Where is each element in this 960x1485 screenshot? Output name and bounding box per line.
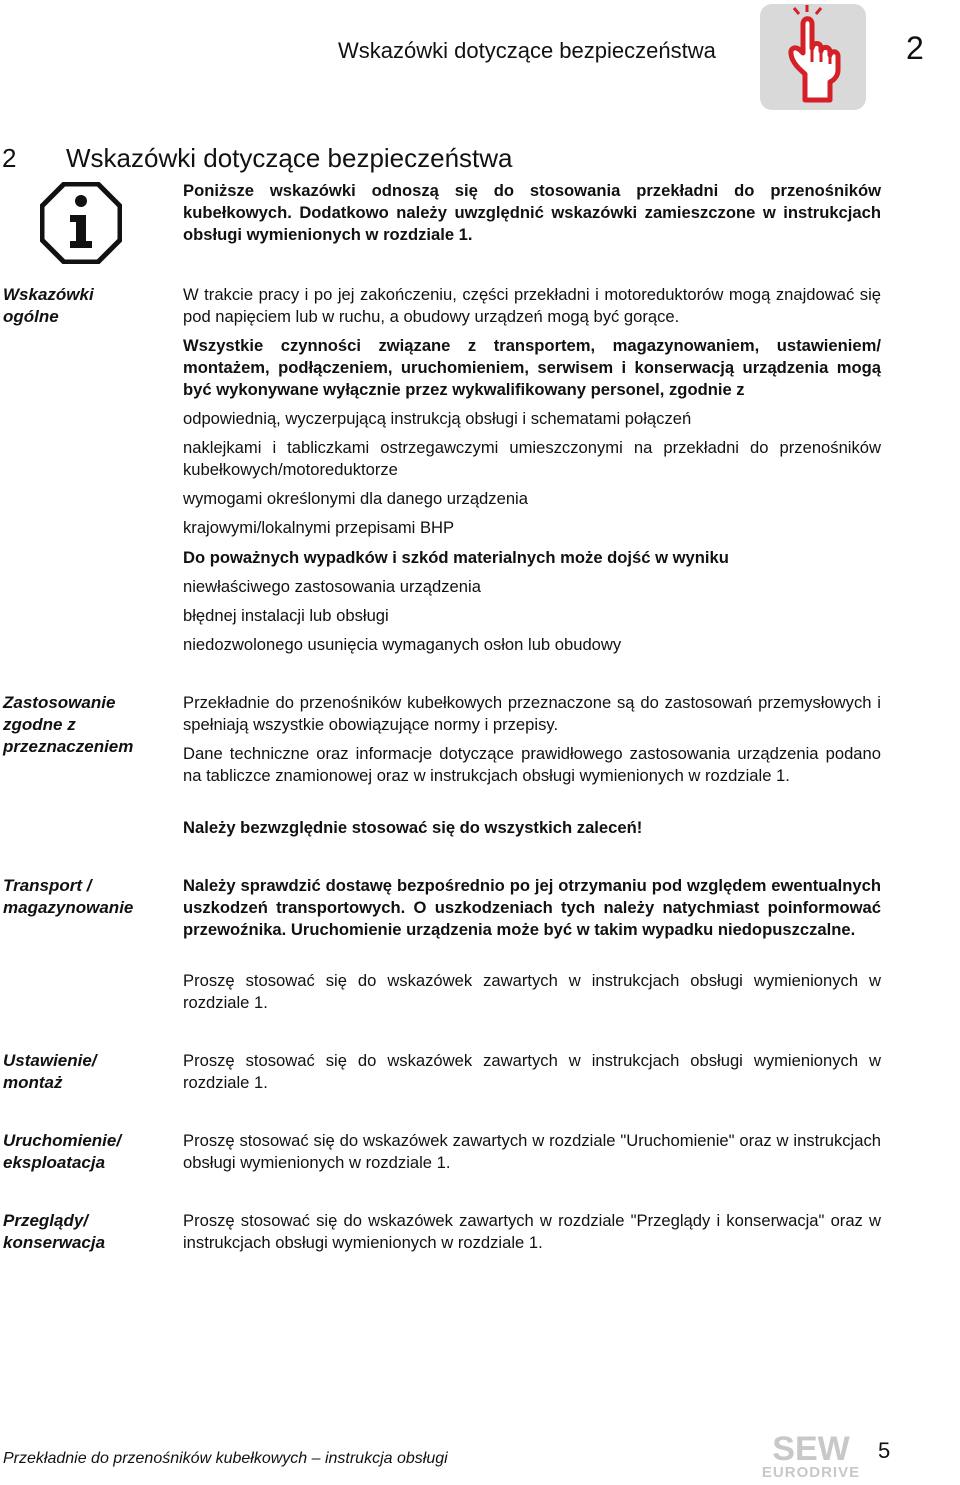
section-heading <box>2 143 513 174</box>
label-inspection: Przeglądy/ konserwacja <box>3 1211 106 1252</box>
info-icon <box>40 182 122 269</box>
intended-use-paragraph-2: Dane techniczne oraz informacje dotyczące prawidłowego zastosowania urządzenia podano na tabliczce znamionowej oraz w instrukcjach obsługi wymienionych w rozdziale 1. <box>183 744 881 785</box>
footer-document-title: Przekładnie do przenośników kubełkowych – instrukcja obsługi <box>3 1450 448 1467</box>
section-title: Wskazówki dotyczące bezpieczeństwa <box>66 143 513 173</box>
section-number: 2 <box>2 143 17 173</box>
list-item: odpowiednią, wyczerpującą instrukcją obsługi i schematami połączeń <box>183 409 692 428</box>
warning-text: Do poważnych wypadków i szkód materialnych może dojść w wyniku <box>183 548 729 567</box>
label-installation: Ustawienie/ montaż <box>3 1051 97 1092</box>
transport-paragraph-1: Należy sprawdzić dostawę bezpośrednio po jej otrzymaniu pod względem ewentualnych uszkodzeń transportowych. O uszkodzeniach tych należy natychmiast poinformować przewoźnika. Uruchomienie urządzenia może być w takim wypadku niedopuszczalne. <box>183 876 881 939</box>
list-item: niedozwolonego usunięcia wymaganych osłon lub obudowy <box>183 635 622 654</box>
list-item: błędnej instalacji lub obsługi <box>183 606 389 625</box>
chapter-number: 2 <box>906 30 924 66</box>
list-item: niewłaściwego zastosowania urządzenia <box>183 577 481 596</box>
svg-text:EURODRIVE: EURODRIVE <box>761 1464 861 1480</box>
list-item: naklejkami i tabliczkami ostrzegawczymi umieszczonymi na przekładni do przenośników kubełkowych/motoreduktorze <box>183 438 881 479</box>
pointing-hand-icon <box>760 4 866 110</box>
list-item: krajowymi/lokalnymi przepisami BHP <box>183 518 455 537</box>
label-general: Wskazówki ogólne <box>3 285 94 326</box>
page-number: 5 <box>878 1438 891 1463</box>
transport-paragraph-2: Proszę stosować się do wskazówek zawartych w instrukcjach obsługi wymienionych w rozdziale 1. <box>183 971 881 1012</box>
sew-eurodrive-logo <box>755 1430 867 1485</box>
intro-text: Poniższe wskazówki odnoszą się do stosowania przekładni do przenośników kubełkowych. Dodatkowo należy uwzględnić wskazówki zamieszczone w instrukcjach obsługi wymienionych w rozdziale 1. <box>183 181 881 244</box>
label-intended-use: Zastosowanie zgodne z przeznaczeniem <box>3 693 134 756</box>
intended-use-paragraph-1: Przekładnie do przenośników kubełkowych przeznaczone są do zastosowań przemysłowych i spełniają wszystkie obowiązujące normy i przepisy. <box>183 693 881 734</box>
inspection-paragraph-1: Proszę stosować się do wskazówek zawartych w rozdziale "Przeglądy i konserwacja" oraz w instrukcjach obsługi wymienionych w rozdziale 1. <box>183 1211 881 1252</box>
svg-text:SEW: SEW <box>772 1430 850 1468</box>
label-startup: Uruchomienie/ eksploatacja <box>3 1131 122 1172</box>
label-transport: Transport / magazynowanie <box>3 876 134 917</box>
general-paragraph-2: Wszystkie czynności związane z transportem, magazynowaniem, ustawieniem/ montażem, podłączeniem, uruchomieniem, serwisem i konserwacją urządzenia mogą być wykonywane wyłącznie przez wykwalifikowany personel, zgodnie z <box>183 336 881 399</box>
startup-paragraph-1: Proszę stosować się do wskazówek zawartych w rozdziale "Uruchomienie" oraz w instrukcjach obsługi wymienionych w rozdziale 1. <box>183 1131 881 1172</box>
list-item: wymogami określonymi dla danego urządzenia <box>183 489 528 508</box>
running-header-title: Wskazówki dotyczące bezpieczeństwa <box>338 38 716 63</box>
general-paragraph-1: W trakcie pracy i po jej zakończeniu, części przekładni i motoreduktorów mogą znajdować się pod napięciem lub w ruchu, a obudowy urządzeń mogą być gorące. <box>183 285 881 326</box>
installation-paragraph-1: Proszę stosować się do wskazówek zawartych w instrukcjach obsługi wymienionych w rozdziale 1. <box>183 1051 881 1092</box>
intended-use-paragraph-3: Należy bezwzględnie stosować się do wszystkich zaleceń! <box>183 818 643 837</box>
